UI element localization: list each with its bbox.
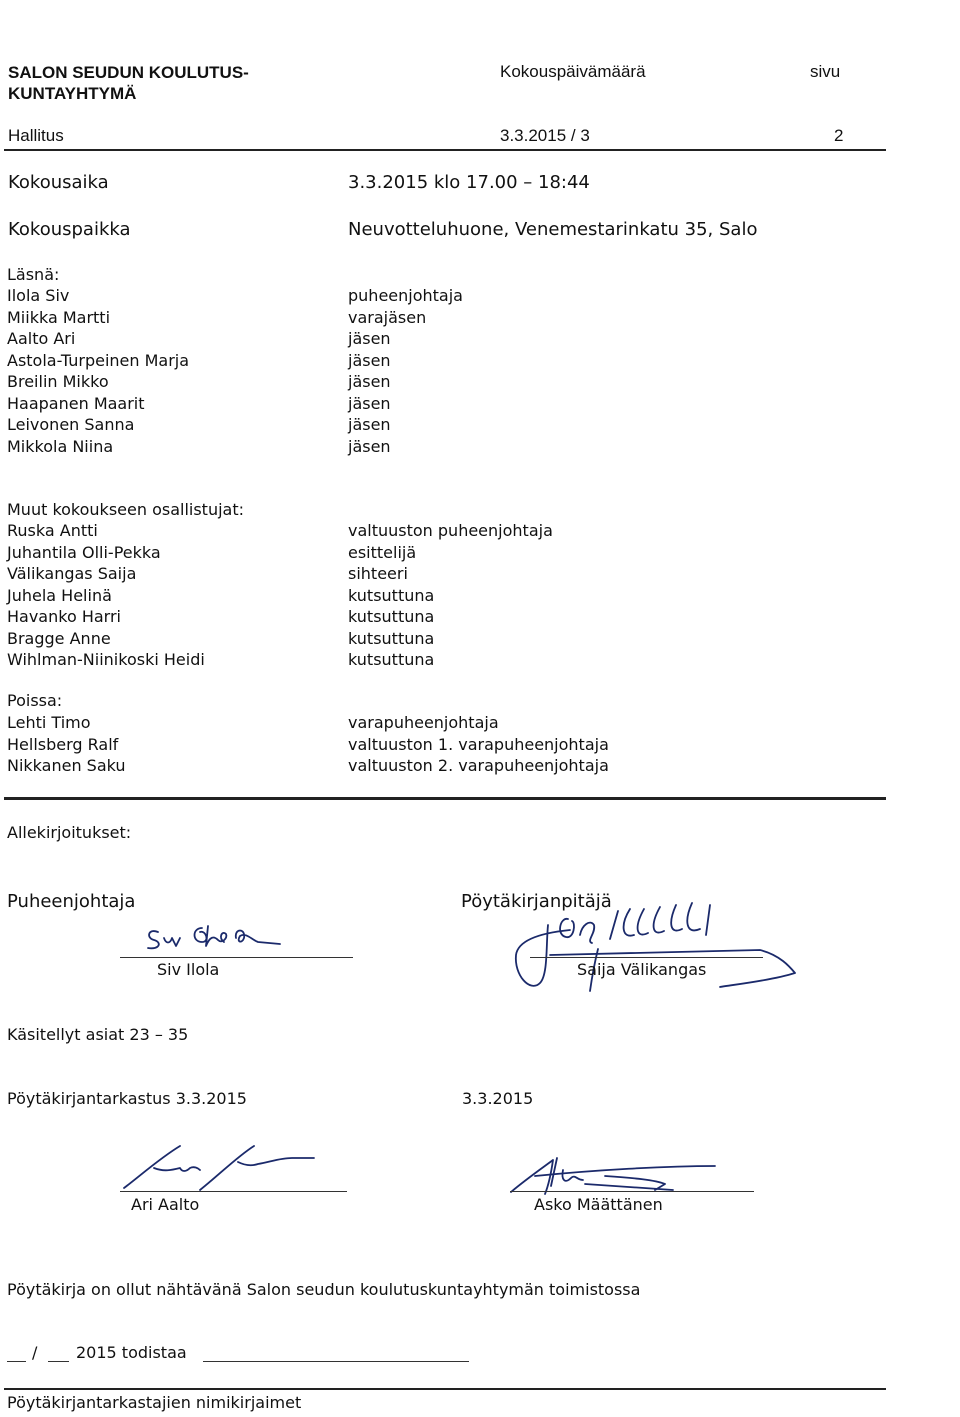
other-participant-role: esittelijä xyxy=(348,542,417,562)
reviewer-initials-label: Pöytäkirjantarkastajien nimikirjaimet xyxy=(7,1393,302,1412)
other-participant-name: Wihlman-Niinikoski Heidi xyxy=(7,650,205,669)
present-role: jäsen xyxy=(348,415,391,434)
organization-name-line2: KUNTAYHTYMÄ xyxy=(8,84,137,103)
other-participant-role: kutsuttuna xyxy=(348,607,435,626)
meeting-reference: 3.3.2015 / 3 xyxy=(500,126,590,145)
meeting-date-label: Kokouspäivämäärä xyxy=(500,62,646,81)
present-name: Leivonen Sanna xyxy=(7,415,135,434)
review-label: Pöytäkirjantarkastus 3.3.2015 xyxy=(7,1089,247,1108)
secretary-signature-line xyxy=(530,957,763,958)
absent-name: Hellsberg Ralf xyxy=(7,734,119,754)
reviewer1-name: Ari Aalto xyxy=(131,1195,200,1214)
footer-divider xyxy=(4,1388,886,1390)
present-heading: Läsnä: xyxy=(7,265,60,284)
other-participant-name: Juhantila Olli-Pekka xyxy=(7,542,161,562)
other-participant-role: kutsuttuna xyxy=(348,585,435,605)
present-role: jäsen xyxy=(348,372,391,391)
present-role: puheenjohtaja xyxy=(348,286,463,305)
reviewer1-signature-line xyxy=(120,1191,347,1192)
present-names xyxy=(7,285,189,457)
absent-role: valtuuston 2. varapuheenjohtaja xyxy=(348,756,609,775)
present-name: Breilin Mikko xyxy=(7,372,109,391)
page-number: 2 xyxy=(834,126,844,145)
signatures-heading: Allekirjoitukset: xyxy=(7,823,132,842)
absent-heading: Poissa: xyxy=(7,691,63,710)
review-date: 3.3.2015 xyxy=(462,1089,534,1108)
governing-body: Hallitus xyxy=(8,126,64,145)
date-separator: / xyxy=(32,1343,38,1362)
present-role: varajäsen xyxy=(348,307,427,327)
present-name: Haapanen Maarit xyxy=(7,393,145,413)
organization-name-line1: SALON SEUDUN KOULUTUS- xyxy=(8,63,249,82)
others-roles xyxy=(348,520,553,671)
organization-name xyxy=(8,62,249,104)
handled-items: Käsitellyt asiat 23 – 35 xyxy=(7,1025,189,1044)
chair-label: Puheenjohtaja xyxy=(7,891,136,912)
absent-role: varapuheenjohtaja xyxy=(348,713,499,732)
other-participant-role: valtuuston puheenjohtaja xyxy=(348,521,553,540)
other-participant-name: Ruska Antti xyxy=(7,521,98,540)
other-participant-name: Bragge Anne xyxy=(7,628,111,648)
absent-names xyxy=(7,712,126,777)
present-roles xyxy=(348,285,463,457)
other-participant-name: Välikangas Saija xyxy=(7,564,137,583)
present-name: Aalto Ari xyxy=(7,329,76,348)
section-divider xyxy=(4,797,886,800)
reviewer1-signature xyxy=(120,1138,330,1198)
meeting-time-label: Kokousaika xyxy=(8,172,109,193)
others-heading: Muut kokoukseen osallistujat: xyxy=(7,500,244,519)
present-role: jäsen xyxy=(348,393,391,413)
certify-text: 2015 todistaa xyxy=(76,1343,187,1362)
meeting-place-value: Neuvotteluhuone, Venemestarinkatu 35, Salo xyxy=(348,219,758,240)
month-blank[interactable] xyxy=(48,1361,69,1362)
public-notice: Pöytäkirja on ollut nähtävänä Salon seudun koulutuskuntayhtymän toimistossa xyxy=(7,1280,641,1299)
page-label: sivu xyxy=(810,62,841,81)
reviewer2-name: Asko Määttänen xyxy=(534,1195,663,1214)
present-name: Astola-Turpeinen Marja xyxy=(7,350,190,370)
reviewer2-signature-line xyxy=(510,1191,754,1192)
meeting-time-value: 3.3.2015 klo 17.00 – 18:44 xyxy=(348,172,590,193)
present-role: jäsen xyxy=(348,329,391,348)
certifier-blank[interactable] xyxy=(203,1361,469,1362)
absent-role: valtuuston 1. varapuheenjohtaja xyxy=(348,734,609,754)
present-role: jäsen xyxy=(348,350,391,370)
other-participant-name: Havanko Harri xyxy=(7,607,121,626)
meeting-place-label: Kokouspaikka xyxy=(8,219,131,240)
header-divider xyxy=(4,149,886,151)
present-name: Miikka Martti xyxy=(7,307,111,327)
absent-name: Nikkanen Saku xyxy=(7,756,126,775)
other-participant-role: kutsuttuna xyxy=(348,650,435,669)
other-participant-name: Juhela Helinä xyxy=(7,585,112,605)
absent-name: Lehti Timo xyxy=(7,713,91,732)
secretary-name: Saija Välikangas xyxy=(577,960,707,979)
chair-name: Siv Ilola xyxy=(157,960,220,979)
chair-signature-line xyxy=(120,957,353,958)
secretary-label: Pöytäkirjanpitäjä xyxy=(461,891,612,912)
others-names xyxy=(7,520,205,671)
day-blank[interactable] xyxy=(7,1361,26,1362)
other-participant-role: kutsuttuna xyxy=(348,628,435,648)
present-name: Ilola Siv xyxy=(7,286,70,305)
absent-roles xyxy=(348,712,609,777)
present-role: jäsen xyxy=(348,436,391,456)
other-participant-role: sihteeri xyxy=(348,564,408,583)
present-name: Mikkola Niina xyxy=(7,436,114,456)
